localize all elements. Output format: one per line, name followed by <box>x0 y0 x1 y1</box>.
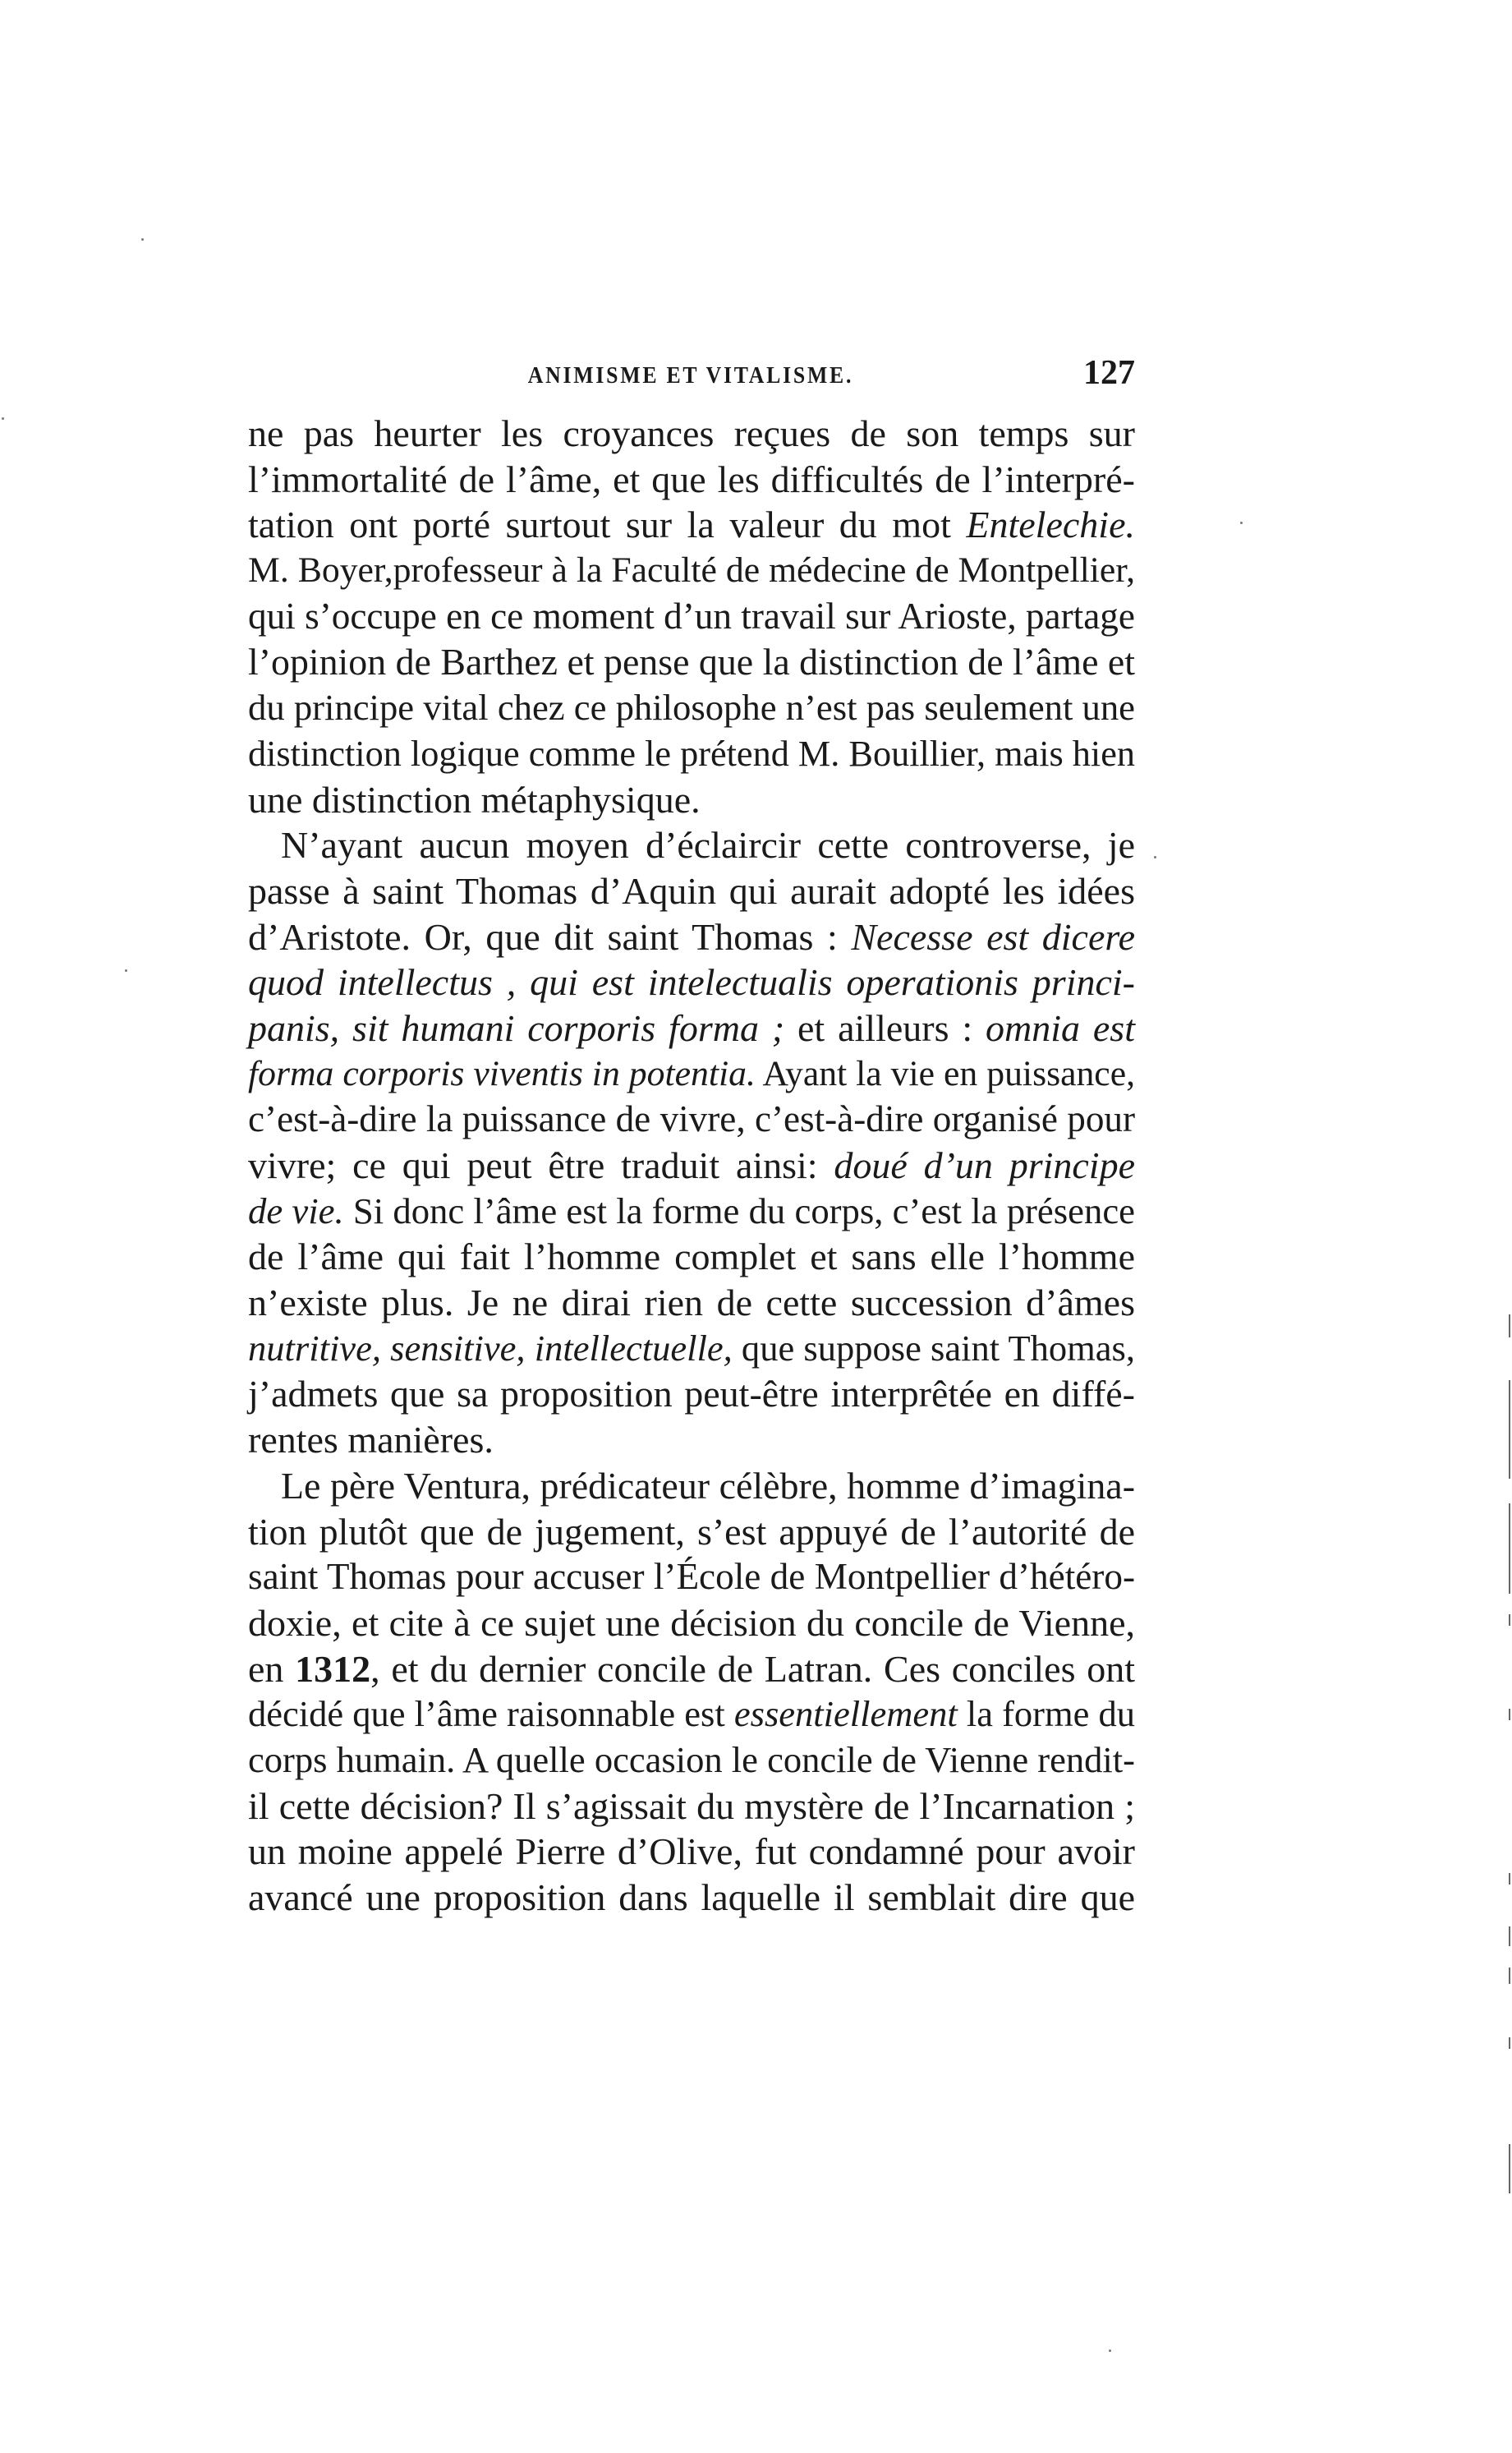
text-line <box>248 914 1135 960</box>
text-segment: distinction logique comme le prétend M. Bouillier, mais hien <box>248 733 1135 774</box>
text-segment: , et du dernier concile de Latran. Ces conciles ont <box>370 1647 1135 1690</box>
text-line <box>248 822 1135 868</box>
text-line <box>248 1875 1135 1921</box>
body-text <box>248 411 1135 1921</box>
text-line <box>248 1829 1135 1875</box>
text-segment: ne pas heurter les croyances reçues de son temps sur <box>248 412 1135 454</box>
text-line <box>248 594 1135 640</box>
text-line <box>248 1646 1135 1692</box>
text-segment: la forme du <box>957 1693 1135 1735</box>
scan-speck <box>2 417 4 420</box>
text-segment: il cette décision? Il s’agissait du mystère de l’Incarnation ; <box>248 1784 1135 1827</box>
text-line <box>248 1052 1135 1098</box>
scan-edge-mark <box>1509 2037 1510 2049</box>
text-line <box>248 777 1135 823</box>
text-segment: n’existe plus. Je ne dirai rien de cette succession d’âmes <box>248 1282 1135 1324</box>
text-line <box>248 1006 1135 1052</box>
text-segment: rentes manières. <box>248 1419 494 1461</box>
text-segment: Le père Ventura, prédicateur célèbre, homme d’imagina- <box>281 1464 1135 1507</box>
page-number: 127 <box>1083 354 1135 392</box>
italic-text: Necesse est dicere <box>851 915 1135 958</box>
text-segment: N’ayant aucun moyen d’éclaircir cette controverse, je <box>281 824 1135 867</box>
text-segment: tion plutôt que de jugement, s’est appuyé de l’autorité de <box>248 1510 1135 1553</box>
text-segment: c’est-à-dire la puissance de vivre, c’est-à-dire organisé pour <box>248 1098 1135 1140</box>
text-line <box>248 960 1135 1006</box>
running-title: ANIMISME ET VITALISME. <box>527 363 854 389</box>
text-line <box>248 685 1135 731</box>
text-segment: en <box>248 1647 296 1690</box>
scan-edge-mark <box>1509 1926 1510 1946</box>
text-segment: que suppose saint Thomas, <box>732 1327 1135 1369</box>
text-segment: qui s’occupe en ce moment d’un travail sur Arioste, partage <box>248 595 1135 637</box>
text-line <box>248 1417 1135 1463</box>
scan-edge-mark <box>1509 2144 1510 2193</box>
text-line <box>248 1234 1135 1280</box>
text-segment: corps humain. A quelle occasion le concile de Vienne rendit- <box>248 1738 1135 1780</box>
text-segment: l’opinion de Barthez et pense que la distinction de l’âme et <box>248 641 1135 683</box>
text-segment: vivre; ce qui peut être traduit ainsi: <box>248 1144 834 1186</box>
italic-text: panis, sit humani corporis forma ; <box>248 1006 785 1049</box>
running-head <box>246 353 1135 394</box>
text-line <box>248 1783 1135 1829</box>
scan-edge-mark <box>1509 1873 1510 1885</box>
text-segment: un moine appelé Pierre d’Olive, fut condamné pour avoir <box>248 1830 1135 1873</box>
text-line <box>248 1600 1135 1646</box>
text-line <box>248 1326 1135 1372</box>
bold-text: 1312 <box>295 1647 371 1690</box>
text-segment: Si donc l’âme est la forme du corps, c’est la présence <box>343 1190 1135 1231</box>
text-segment: d’Aristote. Or, que dit saint Thomas : <box>248 915 852 958</box>
text-line <box>248 411 1135 457</box>
text-segment: et ailleurs : <box>784 1006 986 1049</box>
text-line <box>248 1371 1135 1417</box>
text-line <box>248 548 1135 594</box>
text-line <box>248 502 1135 548</box>
text-segment: saint Thomas pour accuser l’École de Montpellier d’hétéro- <box>248 1556 1135 1598</box>
scan-edge-mark <box>1509 1709 1510 1720</box>
text-segment: avancé une proposition dans laquelle il semblait dire que <box>248 1876 1135 1918</box>
text-line <box>248 1097 1135 1143</box>
scan-speck <box>1109 2349 1111 2352</box>
text-segment: du principe vital chez ce philosophe n’est pas seulement une <box>248 687 1135 729</box>
text-segment: l’immortalité de l’âme, et que les difficultés de l’interpré- <box>248 458 1135 500</box>
italic-text: de vie. <box>248 1190 344 1231</box>
scan-edge-mark <box>1509 1314 1510 1337</box>
text-segment: M. Boyer,professeur à la Faculté de médecine de Montpellier, <box>248 550 1135 591</box>
text-segment: Ayant la vie en puissance, <box>755 1053 1136 1093</box>
text-line <box>248 1463 1135 1509</box>
scan-speck <box>1154 856 1156 858</box>
text-line <box>248 1509 1135 1555</box>
scan-speck <box>141 238 144 241</box>
text-line <box>248 1737 1135 1783</box>
italic-text: Entelechie. <box>966 504 1135 546</box>
scan-edge-mark <box>1509 1503 1510 1594</box>
scan-edge-mark <box>1509 1380 1510 1479</box>
italic-text: essentiellement <box>733 1693 958 1735</box>
scan-speck <box>1240 522 1243 524</box>
italic-text: nutritive, sensitive, intellectuelle, <box>248 1327 733 1369</box>
text-segment: une distinction métaphysique. <box>248 778 701 821</box>
text-segment: j’admets que sa proposition peut-être interprêtée en diffé- <box>248 1373 1135 1415</box>
text-segment: décidé que l’âme raisonnable est <box>248 1693 734 1735</box>
text-segment: de l’âme qui fait l’homme complet et sans elle l’homme <box>248 1236 1135 1278</box>
text-line <box>248 457 1135 503</box>
text-line <box>248 1143 1135 1189</box>
text-segment: passe à saint Thomas d’Aquin qui aurait adopté les idées <box>248 869 1135 912</box>
text-line <box>248 639 1135 685</box>
italic-text: doué d’un principe <box>834 1144 1135 1186</box>
scan-edge-mark <box>1509 1967 1510 1984</box>
text-line <box>248 1691 1135 1737</box>
italic-text: quod intellectus , qui est intelectualis operationis princi- <box>248 961 1135 1004</box>
text-line <box>248 731 1135 777</box>
scan-speck <box>125 969 127 972</box>
text-line <box>248 1280 1135 1326</box>
text-segment: doxie, et cite à ce sujet une décision du concile de Vienne, <box>248 1601 1135 1644</box>
text-line <box>248 1189 1135 1235</box>
text-line <box>248 868 1135 914</box>
text-segment: tation ont porté surtout sur la valeur du mot <box>248 504 967 546</box>
italic-text: forma corporis viventis in potentia. <box>248 1053 756 1093</box>
text-line <box>248 1554 1135 1600</box>
scan-edge-mark <box>1509 1614 1510 1626</box>
italic-text: omnia est <box>986 1006 1135 1049</box>
